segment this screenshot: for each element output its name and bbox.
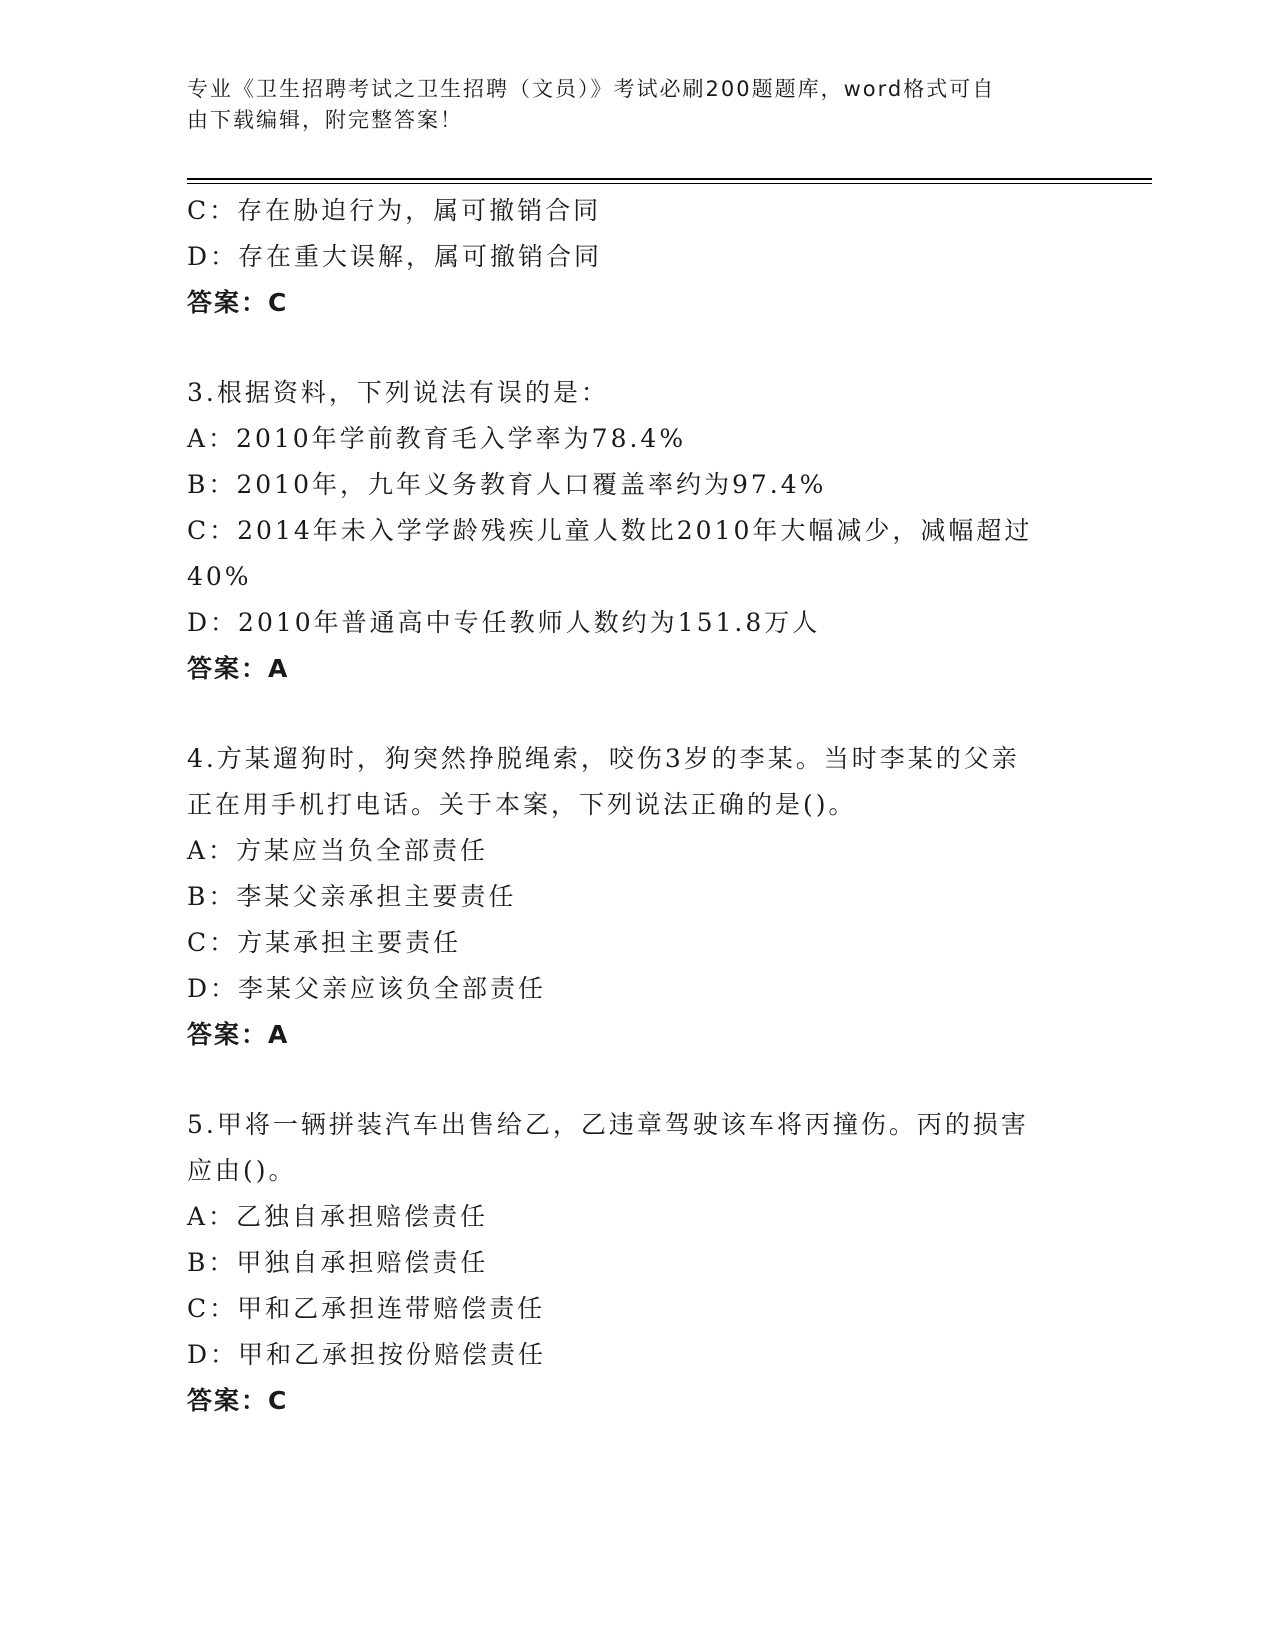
spacer: [187, 1058, 1067, 1102]
q4-stem-line1: 4.方某遛狗时，狗突然挣脱绳索，咬伤3岁的李某。当时李某的父亲: [187, 744, 1020, 773]
header-divider-thin: [187, 183, 1152, 184]
q4-option-d: D：李某父亲应该负全部责任: [187, 974, 547, 1003]
q5-option-a: A：乙独自承担赔偿责任: [187, 1202, 489, 1231]
q5-option-b: B：甲独自承担赔偿责任: [187, 1248, 489, 1277]
header-title-line2: 由下载编辑，附完整答案！: [187, 108, 463, 132]
q5-answer: 答案：C: [187, 1386, 289, 1415]
question-4: [187, 736, 1067, 1058]
q3-option-b: B：2010年，九年义务教育人口覆盖率约为97.4%: [187, 470, 827, 499]
q3-option-a: A：2010年学前教育毛入学率为78.4%: [187, 424, 687, 453]
q4-answer: 答案：A: [187, 1020, 290, 1049]
q5-stem-line2: 应由()。: [187, 1156, 297, 1185]
q3-option-c-line2: 40%: [187, 562, 252, 591]
header-divider-thick: [187, 178, 1152, 180]
question-5: [187, 1102, 1067, 1424]
q2-answer: 答案：C: [187, 288, 289, 317]
q4-stem-line2: 正在用手机打电话。关于本案，下列说法正确的是()。: [187, 790, 857, 819]
spacer: [187, 692, 1067, 736]
q2-option-c: C：存在胁迫行为，属可撤销合同: [187, 196, 602, 225]
document-header: [187, 74, 1067, 136]
document-body: [187, 188, 1067, 1424]
q4-option-b: B：李某父亲承担主要责任: [187, 882, 517, 911]
q5-stem-line1: 5.甲将一辆拼装汽车出售给乙，乙违章驾驶该车将丙撞伤。丙的损害: [187, 1110, 1029, 1139]
question-3: [187, 370, 1067, 692]
q2-option-d: D：存在重大误解，属可撤销合同: [187, 242, 603, 271]
q3-option-d: D：2010年普通高中专任教师人数约为151.8万人: [187, 608, 821, 637]
spacer: [187, 326, 1067, 370]
q5-option-d: D：甲和乙承担按份赔偿责任: [187, 1340, 547, 1369]
q3-option-c-line1: C：2014年未入学学龄残疾儿童人数比2010年大幅减少，减幅超过: [187, 516, 1033, 545]
q4-option-c: C：方某承担主要责任: [187, 928, 462, 957]
header-title-line1: 专业《卫生招聘考试之卫生招聘（文员）》考试必刷200题题库，word格式可自: [187, 77, 996, 101]
q5-option-c: C：甲和乙承担连带赔偿责任: [187, 1294, 546, 1323]
q3-stem: 3.根据资料，下列说法有误的是：: [187, 378, 609, 407]
q4-option-a: A：方某应当负全部责任: [187, 836, 489, 865]
q3-answer: 答案：A: [187, 654, 290, 683]
question-2-tail: [187, 188, 1067, 326]
